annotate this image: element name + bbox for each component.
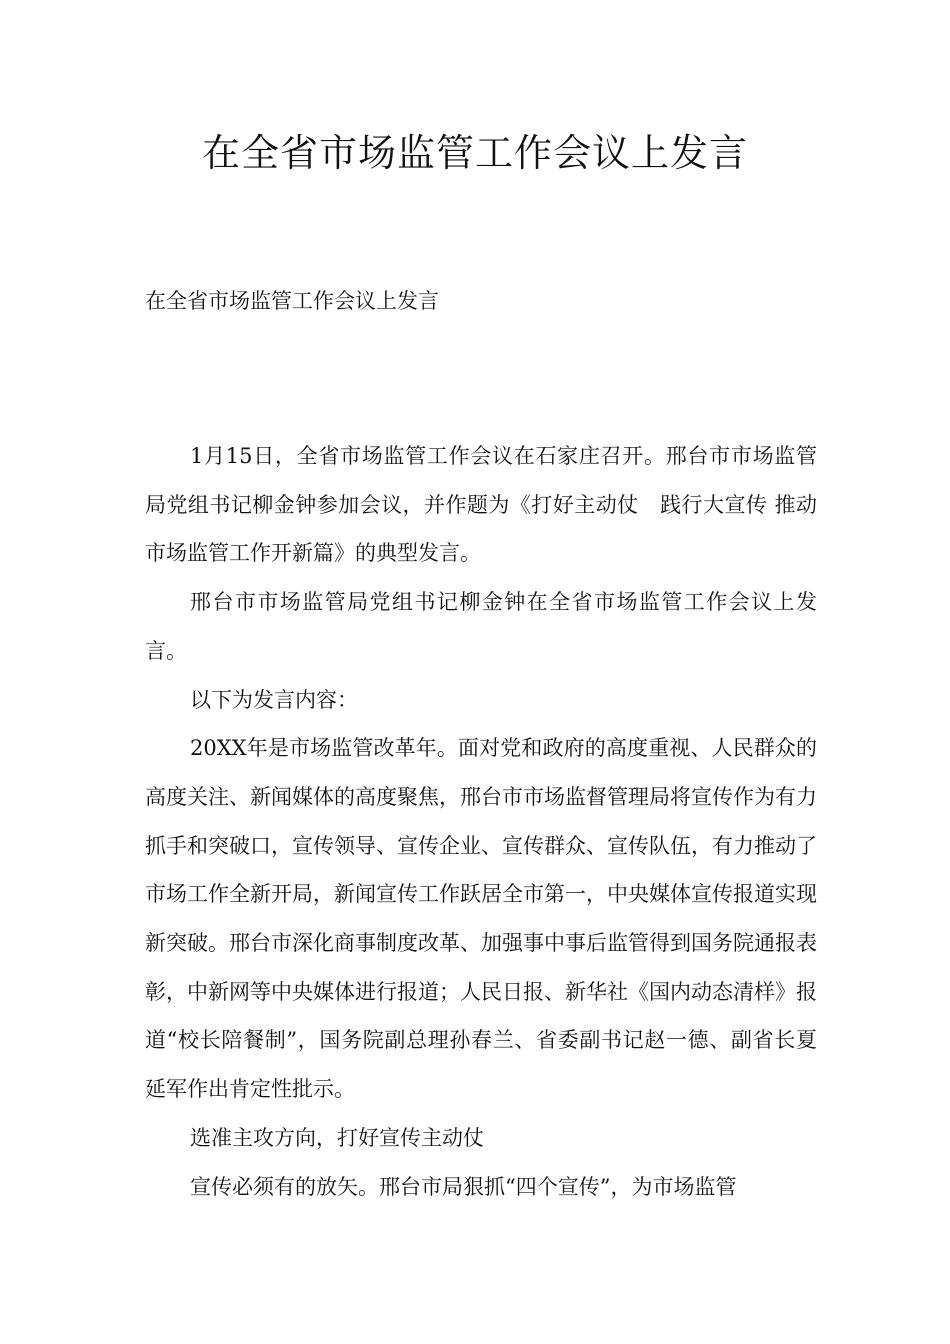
paragraph: 宣传必须有的放矢。邢台市局狠抓“四个宣传”，为市场监管 (190, 1174, 737, 1199)
paragraph: 1月15日，全省市场监管工作会议在石家庄召开。邢台市市场监管局党组书记柳金钟参加会议，并作题为《打好主动仗 践行大宣传 推动市场监管工作开新篇》的典型发言。 (145, 444, 817, 566)
paragraph: 以下为发言内容： (190, 687, 358, 712)
section-heading: 选准主攻方向，打好宣传主动仗 (190, 1125, 484, 1150)
document-title: 在全省市场监管工作会议上发言 (201, 131, 748, 175)
document-body (145, 432, 817, 1211)
document-subtitle: 在全省市场监管工作会议上发言 (145, 289, 439, 313)
paragraph: 20XX年是市场监管改革年。面对党和政府的高度重视、人民群众的高度关注、新闻媒体的高度聚焦，邢台市市场监督管理局将宣传作为有力抓手和突破口，宣传领导、宣传企业、宣传群众、宣传队伍，有力推动了市场工作全新开局，新闻宣传工作跃居全市第一，中央媒体宣传报道实现新突破。邢台市深化商事制度改革、加强事中事后监管得到国务院通报表彰，中新网等中央媒体进行报道；人民日报、新华社《国内动态清样》报道“校长陪餐制”，国务院副总理孙春兰、省委副书记赵一德、副省长夏延军作出肯定性批示。 (145, 736, 817, 1102)
paragraph: 邢台市市场监管局党组书记柳金钟在全省市场监管工作会议上发言。 (145, 590, 817, 663)
